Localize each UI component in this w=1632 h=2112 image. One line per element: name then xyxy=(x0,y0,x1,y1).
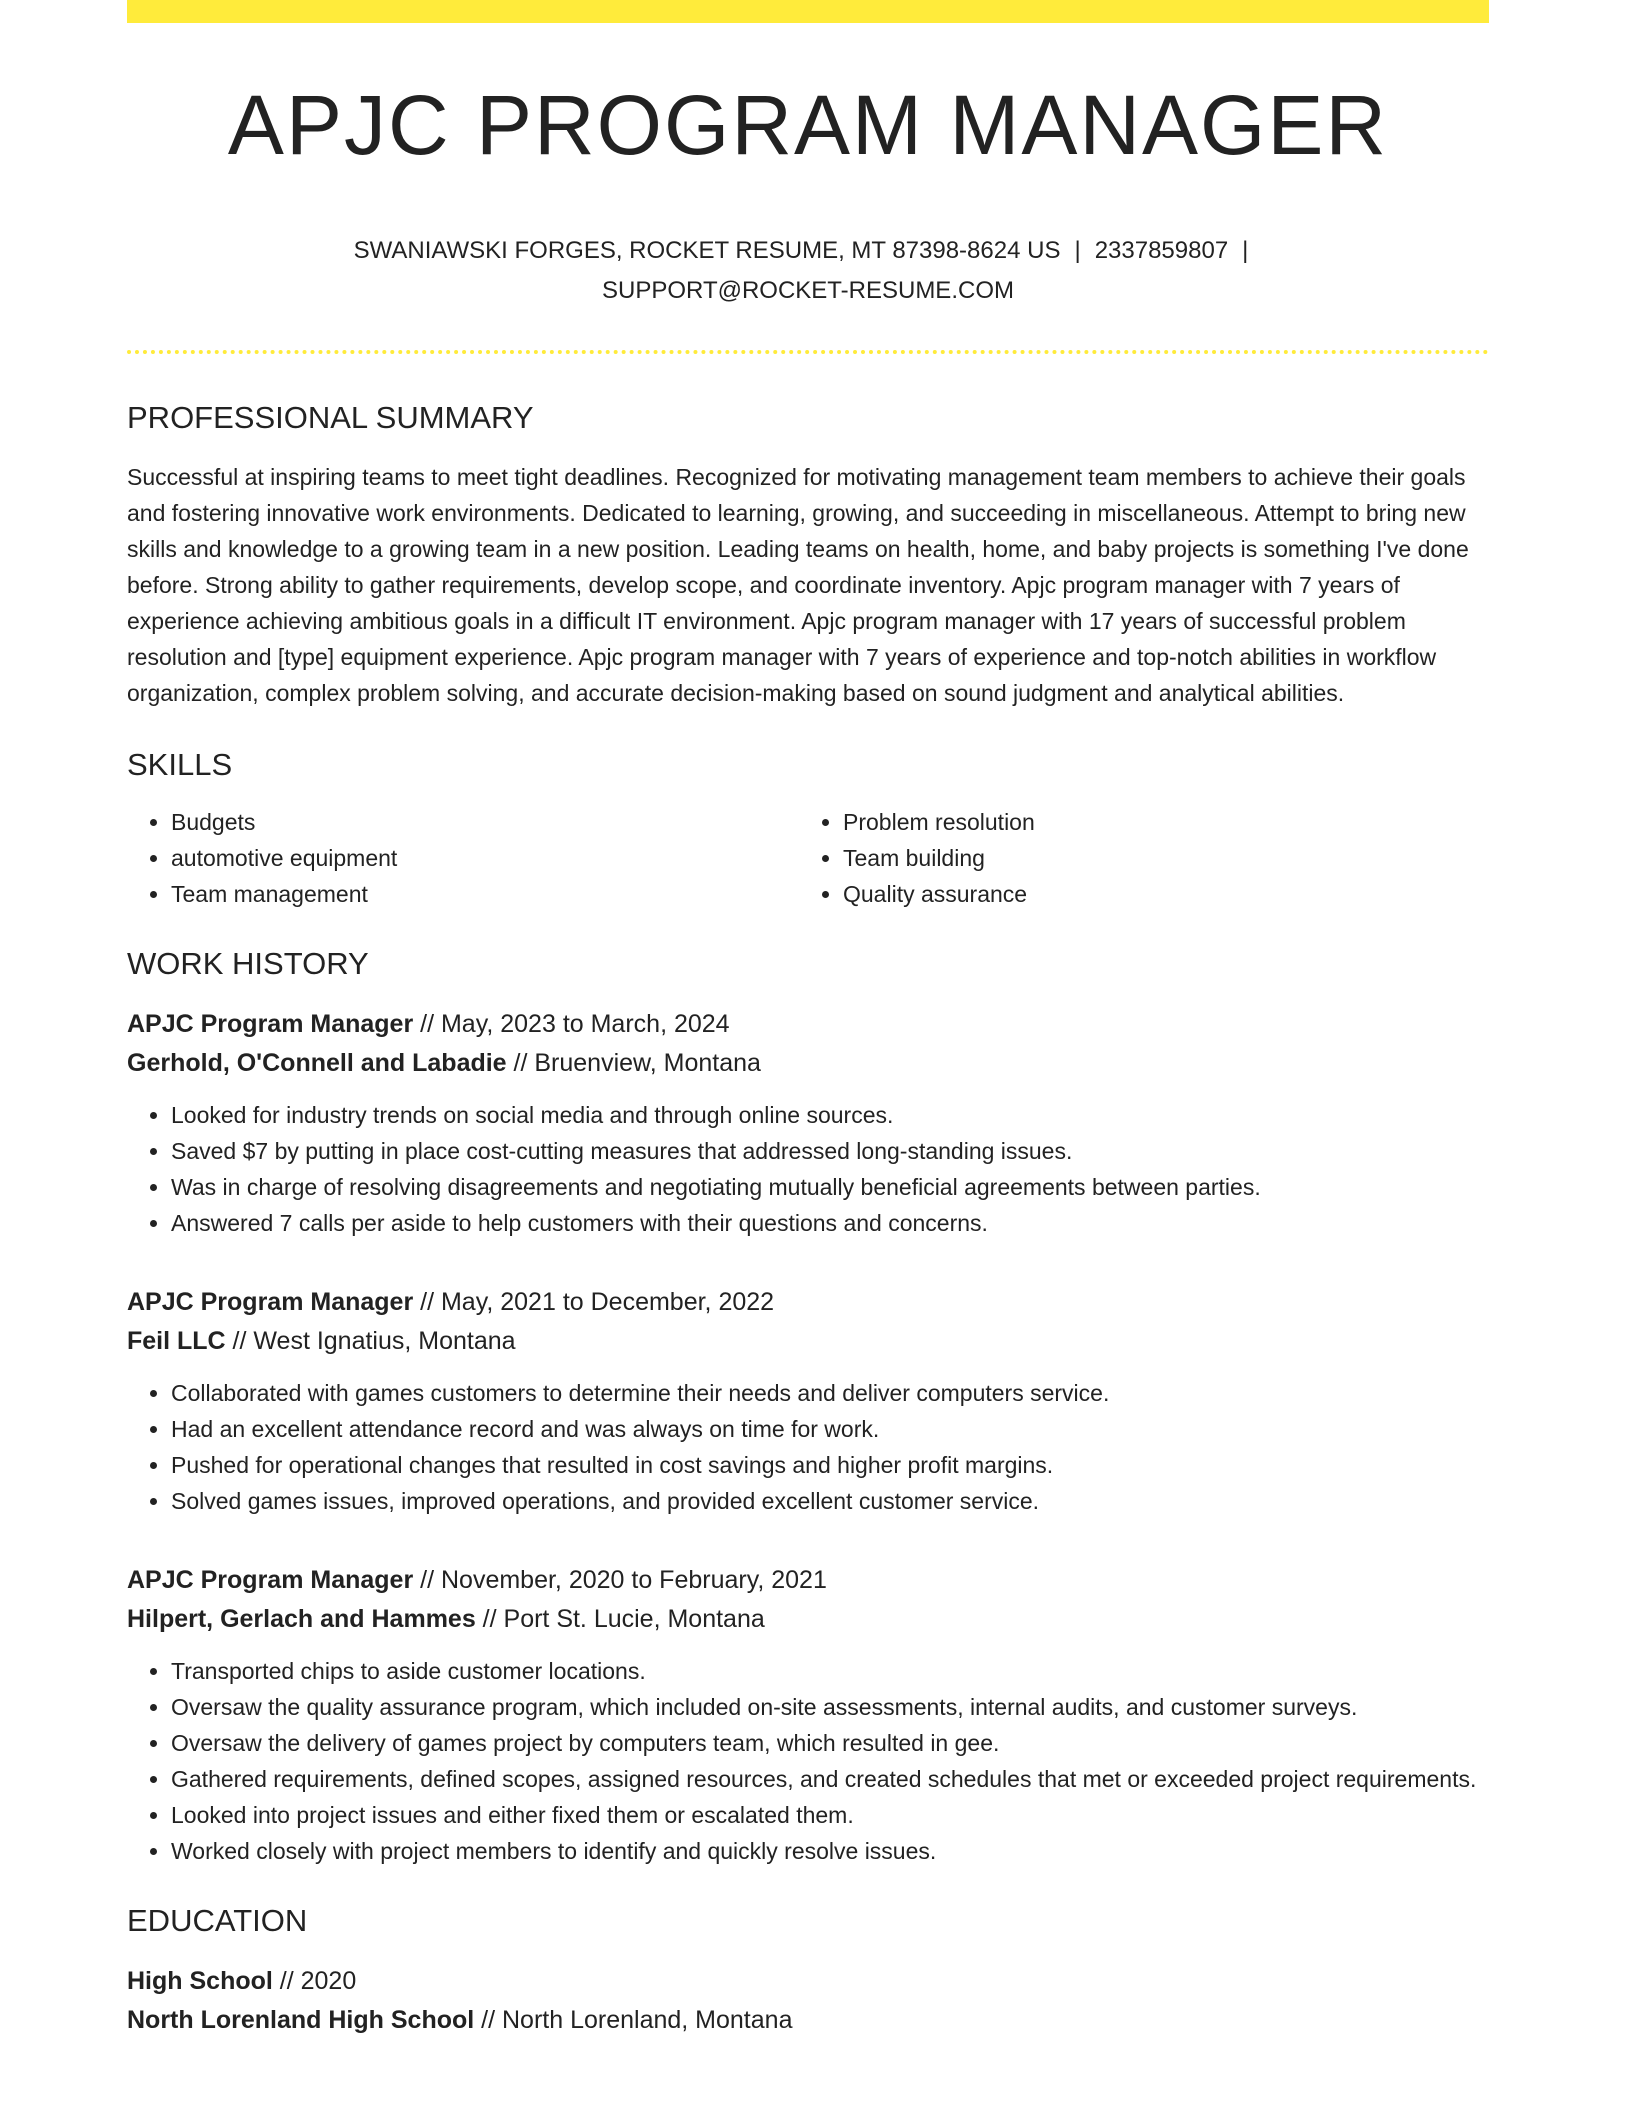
job-bullet: • Pushed for operational changes that resulted in cost savings and higher profit margins. xyxy=(171,1447,1489,1483)
dotted-divider xyxy=(127,350,1489,354)
education-year: // 2020 xyxy=(272,1967,357,1995)
job-entry xyxy=(127,1561,1489,1869)
job-bullet: • Oversaw the quality assurance program, which included on-site assessments, internal audits, and customer surveys. xyxy=(171,1689,1489,1725)
job-bullet: • Transported chips to aside customer locations. xyxy=(171,1653,1489,1689)
resume-name: APJC PROGRAM MANAGER xyxy=(227,78,1389,172)
contact-email: SUPPORT@ROCKET-RESUME.COM xyxy=(602,277,1014,304)
job-title-line xyxy=(127,1283,1489,1322)
education-entry xyxy=(127,1962,1489,2040)
contact-address: SWANIAWSKI FORGES, ROCKET RESUME, MT 87398-8624 US xyxy=(353,237,1061,264)
work-history-heading: WORK HISTORY xyxy=(127,946,369,981)
contact-separator: | xyxy=(1074,237,1081,264)
job-bullets xyxy=(127,1097,1489,1241)
job-dates: // May, 2023 to March, 2024 xyxy=(413,1010,730,1038)
education-school: North Lorenland High School xyxy=(127,2006,475,2034)
job-title: APJC Program Manager xyxy=(127,1010,414,1038)
job-bullet: • Was in charge of resolving disagreements and negotiating mutually beneficial agreements between parties. xyxy=(171,1169,1489,1205)
summary-text: Successful at inspiring teams to meet tight deadlines. Recognized for motivating management team members to achieve their goals and fostering innovative work environments. Dedicated to learning, growing, and succeeding in miscellaneous. Attempt to bring new skills and knowledge to a growing team in a new position. Leading teams on health, home, and baby projects is something I've done before. Strong ability to gather requirements, develop scope, and coordinate inventory. Apjc program manager with 7 years of experience achieving ambitious goals in a difficult IT environment. Apjc program manager with 17 years of successful problem resolution and [type] equipment experience. Apjc program manager with 7 years of experience and top-notch abilities in workflow organization, complex problem solving, and accurate decision-making based on sound judgment and analytical abilities. xyxy=(127,464,1469,706)
job-bullet: • Saved $7 by putting in place cost-cutting measures that addressed long-standing issues. xyxy=(171,1133,1489,1169)
job-bullets xyxy=(127,1653,1489,1869)
job-bullet: • Gathered requirements, defined scopes, assigned resources, and created schedules that met or exceeded project requirements. xyxy=(171,1761,1489,1797)
job-dates: // November, 2020 to February, 2021 xyxy=(413,1566,827,1594)
job-company-line xyxy=(127,1044,1489,1083)
education-heading: EDUCATION xyxy=(127,1903,308,1938)
job-location: // Port St. Lucie, Montana xyxy=(475,1605,765,1633)
job-entry xyxy=(127,1283,1489,1519)
job-bullet: • Answered 7 calls per aside to help customers with their questions and concerns. xyxy=(171,1205,1489,1241)
resume-page xyxy=(127,0,1489,2040)
skills-column-right xyxy=(799,804,1471,912)
job-bullet: • Looked into project issues and either fixed them or escalated them. xyxy=(171,1797,1489,1833)
summary-heading: PROFESSIONAL SUMMARY xyxy=(127,400,534,435)
education-location: // North Lorenland, Montana xyxy=(474,2006,793,2034)
job-bullet: • Solved games issues, improved operations, and provided excellent customer service. xyxy=(171,1483,1489,1519)
job-bullet: • Collaborated with games customers to determine their needs and deliver computers service. xyxy=(171,1375,1489,1411)
job-location: // Bruenview, Montana xyxy=(506,1049,761,1077)
education-degree-line xyxy=(127,1962,1489,2001)
job-company-line xyxy=(127,1600,1489,1639)
contact-phone: 2337859807 xyxy=(1094,237,1229,264)
job-location: // West Ignatius, Montana xyxy=(225,1327,516,1355)
job-bullet: • Oversaw the delivery of games project by computers team, which resulted in gee. xyxy=(171,1725,1489,1761)
top-accent-bar xyxy=(127,0,1489,23)
contact-info xyxy=(308,231,1308,311)
job-bullet: • Looked for industry trends on social media and through online sources. xyxy=(171,1097,1489,1133)
job-company: Hilpert, Gerlach and Hammes xyxy=(127,1605,476,1633)
skills-list xyxy=(127,804,1489,912)
education-school-line xyxy=(127,2001,1489,2040)
job-title: APJC Program Manager xyxy=(127,1288,414,1316)
skill-item: • Problem resolution xyxy=(843,804,1471,840)
skill-item: • automotive equipment xyxy=(171,840,799,876)
job-title-line xyxy=(127,1005,1489,1044)
job-entry xyxy=(127,1005,1489,1241)
skills-column-left xyxy=(127,804,799,912)
job-dates: // May, 2021 to December, 2022 xyxy=(413,1288,775,1316)
job-bullet: • Had an excellent attendance record and was always on time for work. xyxy=(171,1411,1489,1447)
job-company-line xyxy=(127,1322,1489,1361)
skill-item: • Budgets xyxy=(171,804,799,840)
skill-item: • Team management xyxy=(171,876,799,912)
contact-separator: | xyxy=(1242,237,1249,264)
job-title: APJC Program Manager xyxy=(127,1566,414,1594)
job-company: Gerhold, O'Connell and Labadie xyxy=(127,1049,507,1077)
education-degree: High School xyxy=(127,1967,273,1995)
job-company: Feil LLC xyxy=(127,1327,226,1355)
job-title-line xyxy=(127,1561,1489,1600)
job-bullet: • Worked closely with project members to identify and quickly resolve issues. xyxy=(171,1833,1489,1869)
job-bullets xyxy=(127,1375,1489,1519)
skill-item: • Quality assurance xyxy=(843,876,1471,912)
skill-item: • Team building xyxy=(843,840,1471,876)
skills-heading: SKILLS xyxy=(127,747,233,782)
